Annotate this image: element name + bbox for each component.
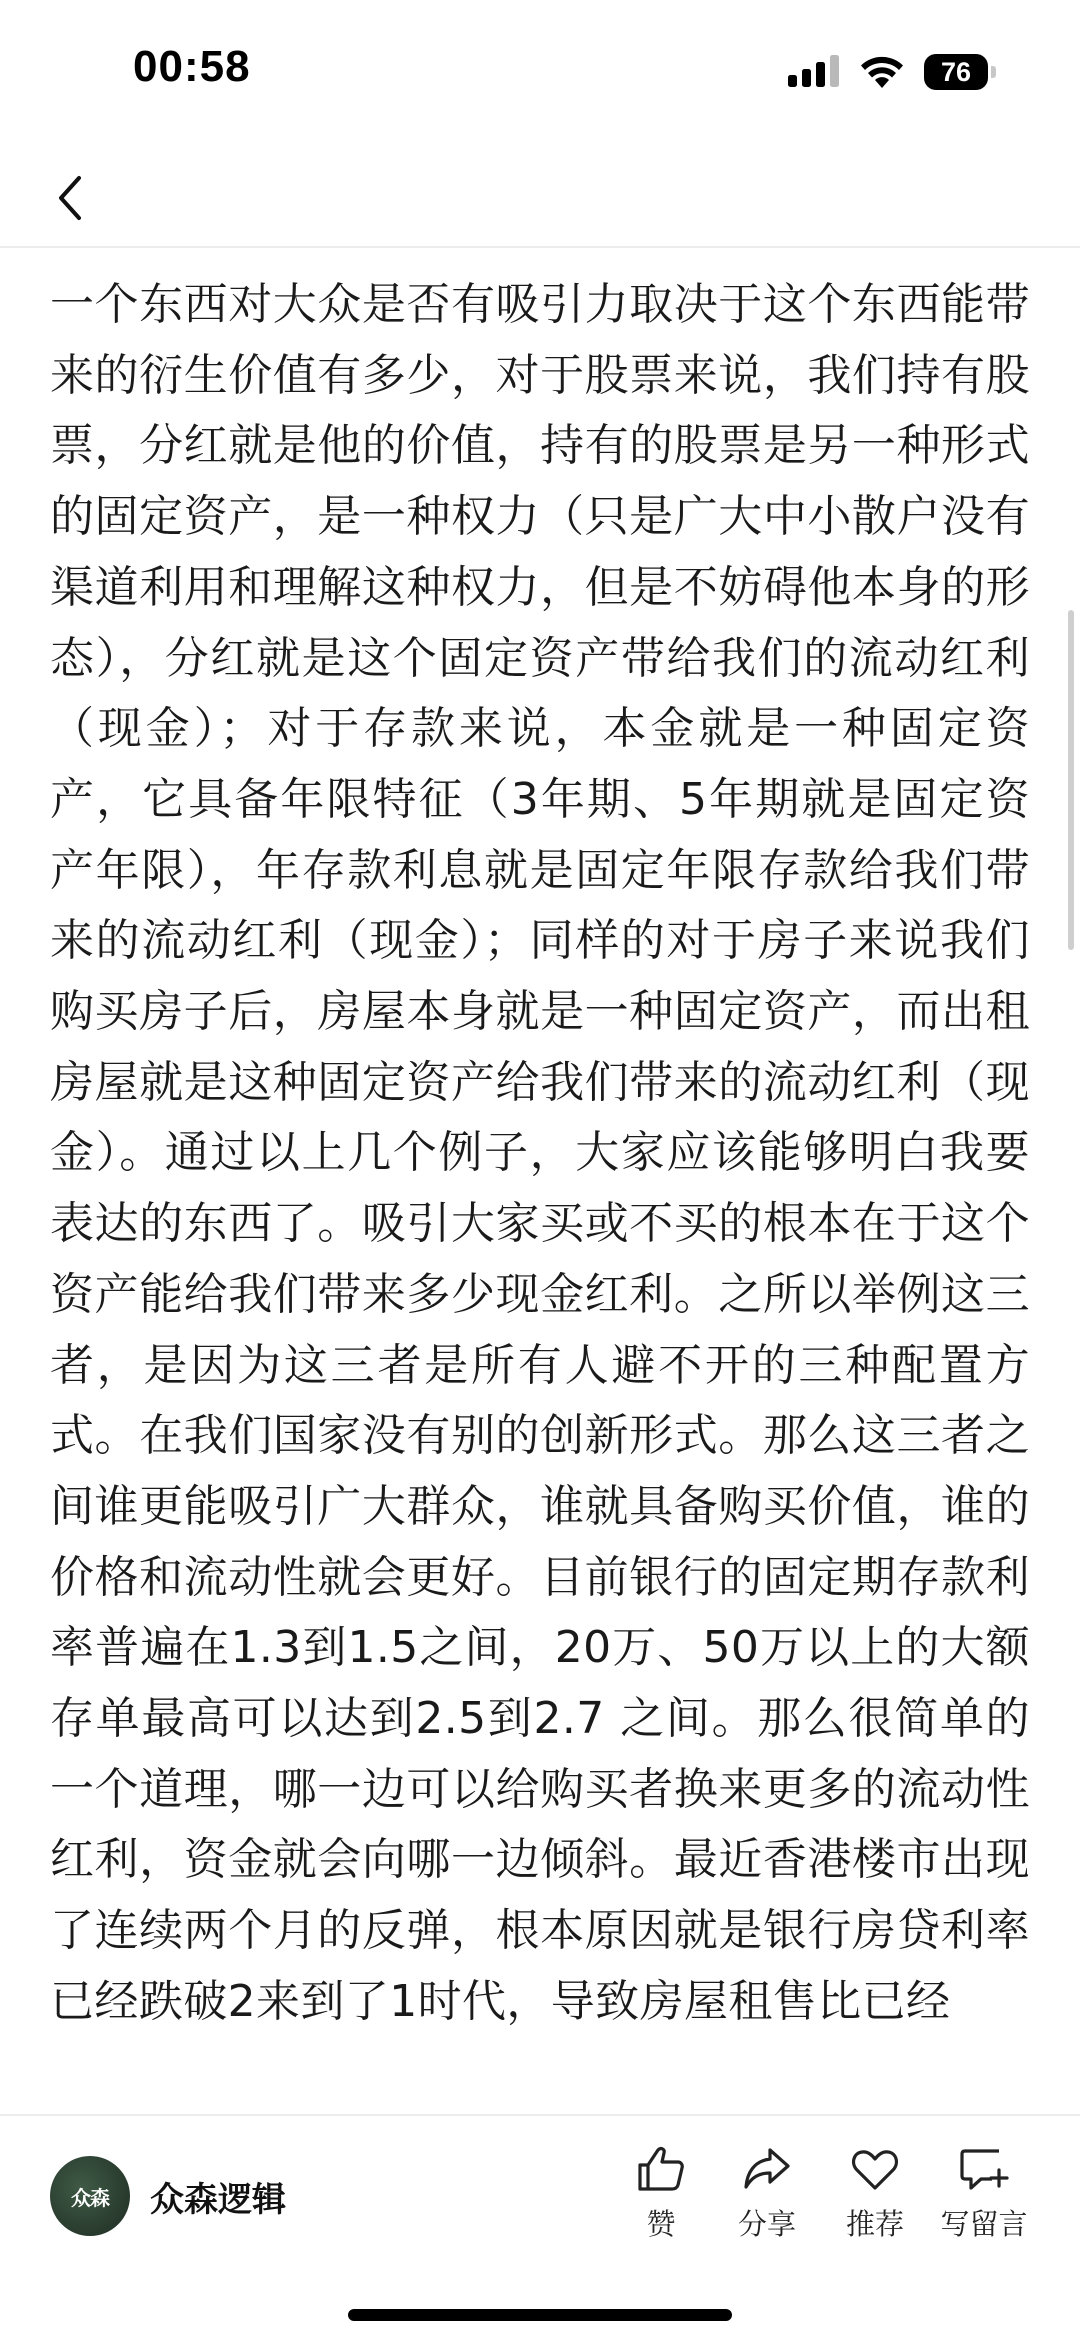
battery-indicator: [924, 54, 988, 90]
like-label: 赞: [646, 2207, 676, 2241]
author-avatar-text: 众森: [71, 2185, 109, 2210]
share-button[interactable]: [712, 2142, 822, 2242]
status-bar: [0, 0, 1080, 150]
status-time: 00:58: [133, 42, 251, 91]
like-button[interactable]: [606, 2142, 716, 2242]
cellular-signal-icon: [788, 55, 842, 89]
bottom-bar: [0, 2114, 1080, 2246]
comment-label: 写留言: [940, 2207, 1028, 2241]
home-indicator[interactable]: [348, 2309, 732, 2321]
nav-bar: [0, 150, 1080, 248]
thumbs-up-icon: [634, 2142, 688, 2196]
comment-add-icon: [957, 2142, 1011, 2196]
battery-level: 76: [940, 56, 972, 87]
back-button[interactable]: [40, 160, 100, 236]
author-avatar[interactable]: [50, 2156, 130, 2236]
article-content[interactable]: [50, 270, 1030, 2110]
battery-cap: [991, 66, 996, 78]
scrollbar-thumb[interactable]: [1068, 610, 1074, 950]
share-icon: [740, 2142, 794, 2196]
comment-button[interactable]: [929, 2142, 1039, 2242]
status-indicators: [788, 50, 988, 94]
share-label: 分享: [737, 2207, 796, 2241]
chevron-left-icon: [55, 174, 85, 222]
recommend-label: 推荐: [845, 2207, 904, 2241]
heart-icon: [848, 2142, 902, 2196]
recommend-button[interactable]: [820, 2142, 930, 2242]
article-body: 一个东西对大众是否有吸引力取决于这个东西能带来的衍生价值有多少，对于股票来说，我们持有股票，分红就是他的价值，持有的股票是另一种形式的固定资产，是一种权力（只是广大中小散户没有渠道利用和理解这种权力，但是不妨碍他本身的形态），分红就是这个固定资产带给我们的流动红利（现金）；对于存款来说，本金就是一种固定资产，它具备年限特征（3年期、5年期就是固定资产年限），年存款利息就是固定年限存款给我们带来的流动红利（现金）；同样的对于房子来说我们购买房子后，房屋本身就是一种固定资产，而出租房屋就是这种固定资产给我们带来的流动红利（现金）。通过以上几个例子，大家应该能够明白我要表达的东西了。吸引大家买或不买的根本在于这个资产能给我们带来多少现金红利。之所以举例这三者，是因为这三者是所有人避不开的三种配置方式。在我们国家没有别的创新形式。那么这三者之间谁更能吸引广大群众，谁就具备购买价值，谁的价格和流动性就会更好。目前银行的固定期存款利率普遍在1.3到1.5之间，20万、50万以上的大额存单最高可以达到2.5到2.7 之间。那么很简单的一个道理，哪一边可以给购买者换来更多的流动性红利，资金就会向哪一边倾斜。最近香港楼市出现了连续两个月的反弹，根本原因就是银行房贷利率已经跌破2来到了1时代，导致房屋租售比已经: [50, 279, 1030, 2027]
wifi-icon: [858, 54, 906, 90]
author-name[interactable]: 众森逻辑: [150, 2180, 286, 2220]
